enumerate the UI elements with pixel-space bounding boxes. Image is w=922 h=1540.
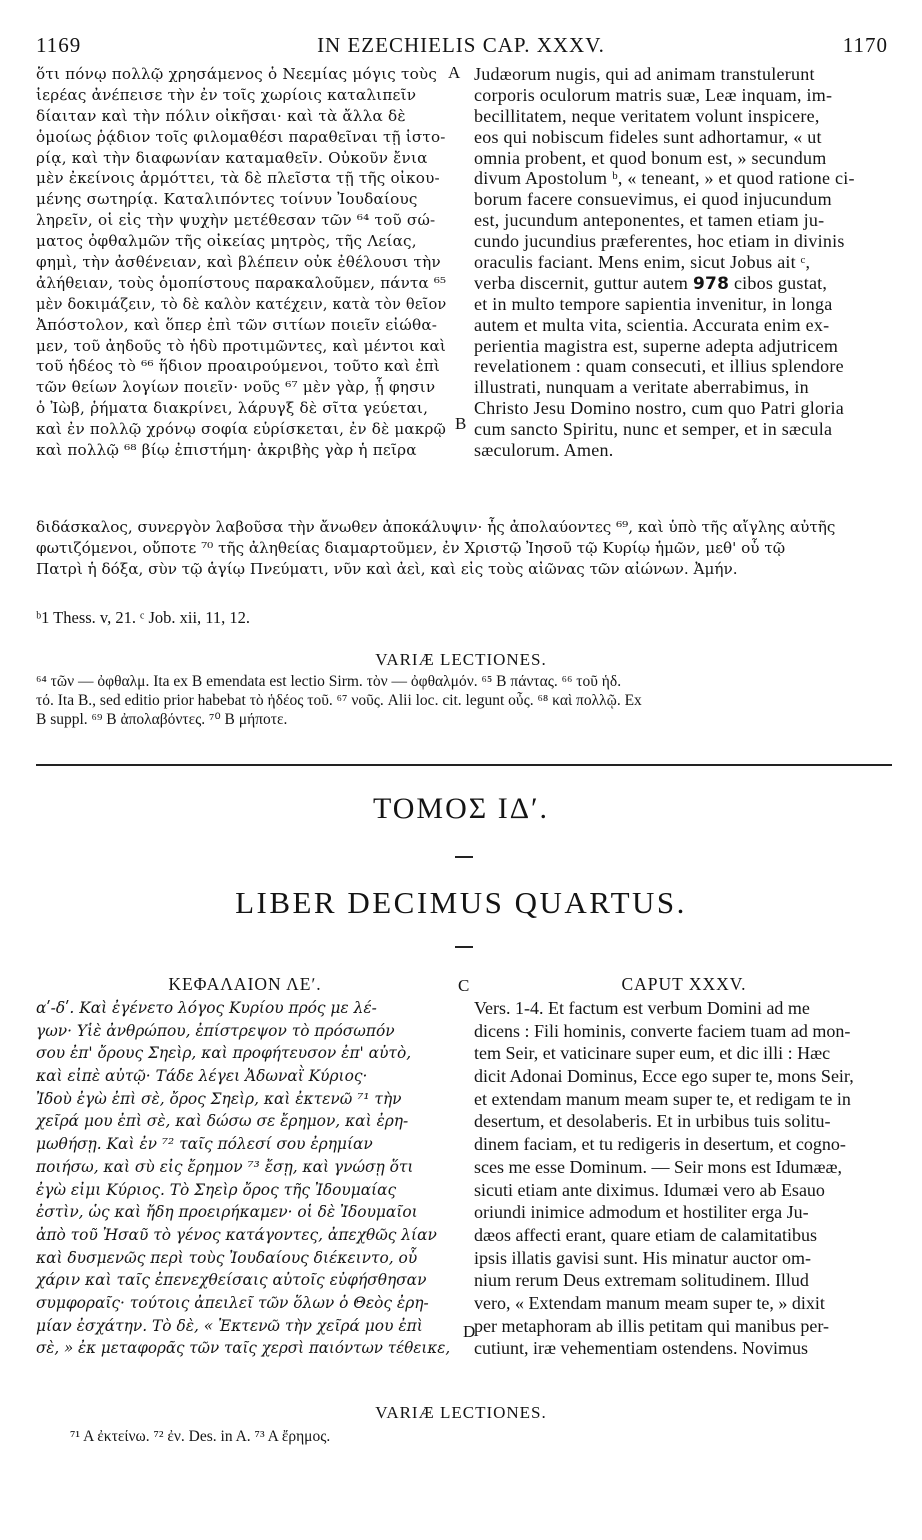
latin-text-line: dæos affecti erant, quare etiam de calamitatibus	[474, 1224, 818, 1245]
greek-text-line: γων· Υἱὲ ἀνθρώπου, ἐπίστρεψον τὸ πρόσωπόν	[36, 1021, 395, 1040]
greek-text-line: ὅτι πόνῳ πολλῷ χρησάμενος ὁ Νεεμίας μόγις τοὺς	[36, 65, 438, 83]
greek-text-line: μεν, τοῦ ἀηδοῦς τὸ ἡδὺ προτιμῶντες, καὶ μέντοι καὶ	[36, 336, 446, 355]
variant-reading-line: B suppl. ⁶⁹ B ἀπολαβόντες. ⁷⁰ B μήποτε.	[36, 711, 288, 728]
page-number-left: 1169	[36, 33, 82, 57]
greek-text-line: τῶν θείων λογίων ποιεῖν· νοῦς ⁶⁷ μὲν γὰρ, ᾗ φησιν	[36, 378, 436, 397]
greek-text-line: ἐγὼ εἰμι Κύριος. Τὸ Σηεὶρ ὄρος τῆς Ἰδουμαίας	[36, 1180, 397, 1199]
latin-text-line: divum Apostolum ᵇ, « teneant, » et quod ratione ci-	[474, 168, 855, 189]
variae-lectiones-list	[36, 672, 642, 729]
greek-text-line: καὶ πολλῷ ⁶⁸ βίῳ ἐπιστήμη· ἀκριβὴς γὰρ ἡ πεῖρα	[36, 441, 417, 460]
greek-text-line: ἐστὶν, ὡς καὶ ἤδη προειρήκαμεν· οἱ δὲ Ἰδουμαῖοι	[36, 1203, 418, 1222]
latin-text-line: est, jucundum anteponentes, et tamen etiam ju-	[474, 210, 825, 231]
latin-text-line: autem et multa vita, scientia. Accurata enim ex-	[474, 314, 830, 335]
variae-lectiones-line-2: ⁷¹ A ἐκτείνω. ⁷² ἐν. Des. in A. ⁷³ A ἔρημος.	[70, 1428, 331, 1445]
latin-text-line: sæculorum. Amen.	[474, 440, 614, 461]
margin-marker-b: B	[455, 414, 467, 433]
margin-marker-a: A	[448, 63, 461, 82]
latin-text-line: cundo jucundius præferentes, hoc etiam in divinis	[474, 231, 845, 252]
column-number: 978	[692, 273, 730, 294]
greek-text-line: μὲν ἐκείνοις ἁρμόττει, τὰ δὲ πλεῖστα τῇ τῆς οἰκου-	[36, 169, 440, 188]
greek-text-line: ὁμοίως ῥᾴδιον τοῖς φιλομαθέσι παραθεῖναι τῇ ἱστο-	[36, 127, 446, 146]
greek-text-line: Ἰδοὺ ἐγὼ ἐπὶ σὲ, ὄρος Σηεὶρ, καὶ ἐκτενῶ ⁷¹ τὴν	[36, 1089, 402, 1108]
latin-text-line: vero, « Extendam manum meam super te, » dixit	[474, 1292, 825, 1313]
latin-text-line	[474, 273, 894, 294]
latin-text-line: corporis oculorum matris suæ, Leæ inquam, im-	[474, 84, 833, 105]
title-dash	[455, 856, 473, 858]
latin-text-line: omnia probent, et quod bonum est, » secundum	[474, 147, 827, 168]
latin-book-title: LIBER DECIMUS QUARTUS.	[235, 885, 687, 920]
greek-text-line: φωτιζόμενοι, οὔποτε ⁷⁰ τῆς ἀληθείας διαμαρτοῦμεν, ἐν Χριστῷ Ἰησοῦ τῷ Κυρίῳ ἡμῶν, μεθ' οὗ τῷ	[36, 538, 786, 557]
latin-text-fragment: cibos gustat,	[729, 272, 828, 293]
greek-text-line: μωθήσῃ. Καὶ ἐν ⁷² ταῖς πόλεσί σου ἐρημίαν	[36, 1135, 373, 1154]
latin-text-line: dicit Adonai Dominus, Ecce ego super te, mons Seir,	[474, 1066, 854, 1087]
latin-text-line: et extendam manum meam super te, et redigam te in	[474, 1088, 851, 1109]
latin-text-line: per metaphoram ab illis petitam qui manibus per-	[474, 1315, 830, 1336]
greek-text-line: καὶ ἐν πολλῷ χρόνῳ σοφία εὑρίσκεται, ἐν δὲ μακρῷ	[36, 420, 447, 439]
greek-text-line: ἀπὸ τοῦ Ἠσαῦ τὸ γένος κατάγοντες, ἀπεχθῶς λίαν	[36, 1225, 437, 1244]
scripture-footnotes: ᵇ1 Thess. v, 21. ᶜ Job. xii, 11, 12.	[36, 608, 251, 627]
latin-text-line: desertum, et desolaberis. Et in urbibus tuis solitu-	[474, 1111, 831, 1132]
margin-marker-d: D	[463, 1322, 476, 1341]
latin-text-line: perientia magistra est, superne adepta adjutricem	[474, 335, 839, 356]
latin-text-line: Vers. 1-4. Et factum est verbum Domini ad me	[474, 998, 810, 1018]
variae-lectiones-title-2: VARIÆ LECTIONES.	[375, 1403, 547, 1422]
greek-text-line: χάριν καὶ ταῖς ἐπενεχθείσαις αὐτοῖς εὐφήσθησαν	[36, 1271, 427, 1290]
latin-text-line: et in multo tempore sapientia invenitur, in longa	[474, 293, 833, 314]
latin-text-line: ipsis illatis gavisi sunt. His minatur auctor om-	[474, 1247, 811, 1268]
latin-text-line: cutiunt, iræ vehementiam ostendens. Novimus	[474, 1338, 808, 1359]
latin-text-line: nium rerum Deus extremam solitudinem. Illud	[474, 1270, 809, 1291]
greek-column-chapter	[36, 997, 454, 1360]
greek-text-line: τοῦ ἡδέος τὸ ⁶⁶ ἥδιον προαιρούμενοι, τοῦτο καὶ ἐπὶ	[36, 357, 441, 376]
greek-text-line: μένης σωτηρίᾳ. Καταλιπόντες τοίνυν Ἰουδαίους	[36, 190, 418, 209]
latin-text-line: sicuti etiam ante diximus. Idumæi vero ab Esauo	[474, 1179, 825, 1200]
greek-text-line: ἀλήθειαν, τοὺς ὁμοπίστους παρακαλοῦμεν, πάντα ⁶⁵	[36, 273, 447, 292]
latin-text-line: cum sancto Spiritu, nunc et semper, et in sæcula	[474, 419, 833, 440]
greek-text-line: σὲ, » ἐκ μεταφορᾶς τῶν ταῖς χερσὶ παιόντων τέθεικε,	[36, 1339, 451, 1358]
greek-chapter-heading: ΚΕΦΑΛΑΙΟΝ ΛΕʹ.	[168, 974, 322, 994]
greek-text-line: χεῖρά μου ἐπὶ σὲ, καὶ δώσω σε ἔρημον, καὶ ἐρη-	[36, 1112, 409, 1131]
title-dash	[455, 946, 473, 948]
variant-reading-line: ⁶⁴ τῶν — ὀφθαλμ. Ita ex B emendata est lectio Sirm. τὸν — ὀφθαλμόν. ⁶⁵ B πάντας. ⁶⁶ τοῦ ἡδ.	[36, 673, 622, 690]
greek-text-line: μίαν ἐσχάτην. Τὸ δὲ, « Ἐκτενῶ τὴν χεῖρά μου ἐπὶ	[36, 1316, 423, 1335]
greek-text-line: ὁ Ἰὼβ, ῥήματα διακρίνει, λάρυγξ δὲ σῖτα γεύεται,	[36, 399, 429, 418]
greek-text-line: φημὶ, τὴν ἀσθένειαν, καὶ βλέπειν οὐκ ἐθέλουσι τὴν	[36, 253, 441, 272]
page-number-right: 1170	[842, 33, 888, 57]
greek-text-line: διδάσκαλος, συνεργὸν λαβοῦσα τὴν ἄνωθεν ἀποκάλυψιν· ἧς ἀπολαύοντες ⁶⁹, καὶ ὑπὸ τῆς αἴγλης αὐτῆς	[36, 518, 836, 536]
latin-text-line: Judæorum nugis, qui ad animam transtulerunt	[474, 64, 815, 84]
latin-text-line: becillitatem, neque veritatem volunt inspicere,	[474, 105, 820, 126]
latin-text-line: dinem faciam, et tu redigeris in desertum, et cogno-	[474, 1134, 846, 1155]
latin-text-line: Christo Jesu Domino nostro, cum quo Patri gloria	[474, 398, 844, 419]
greek-text-line: καὶ δυσμενῶς περὶ τοὺς Ἰουδαίους διέκειντο, οὗ	[36, 1248, 418, 1267]
latin-text-line: oriundi inimice admodum et hostiliter erga Ju-	[474, 1202, 809, 1223]
greek-text-line: ποιήσω, καὶ σὺ εἰς ἔρημον ⁷³ ἔσῃ, καὶ γνώσῃ ὅτι	[36, 1157, 414, 1176]
latin-text-line: sces me esse Dominum. — Seir mons est Idumææ,	[474, 1156, 842, 1177]
variae-lectiones-title: VARIÆ LECTIONES.	[375, 650, 547, 669]
running-title: IN EZECHIELIS CAP. XXXV.	[317, 33, 605, 57]
latin-chapter-heading: CAPUT XXXV.	[621, 974, 747, 994]
latin-text-line: illustrati, nunquam a veritate aberrabimus, in	[474, 377, 809, 398]
greek-text-line: καὶ εἰπὲ αὐτῷ· Τάδε λέγει Ἀδωναῒ Κύριος·	[36, 1067, 368, 1086]
latin-column-top	[474, 64, 894, 461]
greek-text-line: Πατρὶ ἡ δόξα, σὺν τῷ ἁγίῳ Πνεύματι, νῦν καὶ ἀεὶ, καὶ εἰς τοὺς αἰῶνας τῶν αἰώνων. Ἀμήν.	[36, 559, 738, 578]
greek-text-line: αʹ-δʹ. Καὶ ἐγένετο λόγος Κυρίου πρός με λέ-	[36, 999, 377, 1017]
greek-column-top	[36, 64, 454, 461]
greek-text-line: δίαιταν καὶ τὴν πόλιν οἰκῆσαι· καὶ τὰ ἄλλα δὲ	[36, 106, 406, 125]
latin-text-line: dicens : Fili hominis, converte faciem tuam ad mon-	[474, 1020, 851, 1041]
greek-book-title: ΤΟΜΟΣ ΙΔʹ.	[372, 792, 550, 825]
margin-marker-c: C	[458, 976, 470, 995]
greek-text-line: ἱερέας ἀνέπεισε τὴν ἐν τοῖς χωρίοις καταλιπεῖν	[36, 85, 417, 104]
latin-text-line: oraculis faciant. Mens enim, sicut Jobus ait ᶜ,	[474, 252, 811, 273]
latin-text-fragment: verba discernit, guttur autem	[474, 272, 693, 293]
greek-text-line: μὲν δοκιμάζειν, τὸ δὲ καλὸν κατέχειν, κατὰ τὸν θεῖον	[36, 294, 447, 313]
latin-text-line: revelationem : quam consecuti, et illius splendore	[474, 356, 844, 377]
greek-text-line: ρίᾳ, καὶ τὴν διαφωνίαν καταμαθεῖν. Οὐκοῦν ἔνια	[36, 148, 428, 167]
greek-text-line: σου ἐπ' ὄρους Σηεὶρ, καὶ προφήτευσον ἐπ' αὐτὸ,	[36, 1044, 412, 1063]
latin-column-chapter	[474, 997, 894, 1360]
greek-text-line: ματος ὀφθαλμῶν τῆς οἰκείας μητρὸς, τῆς Λείας,	[36, 232, 417, 251]
variant-reading-line: τό. Ita B., sed editio prior habebat τὸ ἡδέος τοῦ. ⁶⁷ νοῦς. Alii loc. cit. legunt οὖς. ⁶⁸ καὶ πολλῷ. Ex	[36, 692, 642, 709]
latin-text-line: tem Seir, et vaticinare super eum, et dic illi : Hæc	[474, 1043, 831, 1064]
section-divider	[36, 764, 892, 766]
greek-text-line: Ἀπόστολον, καὶ ὅπερ ἐπὶ τῶν σιτίων ποιεῖν εἰώθα-	[36, 315, 438, 334]
greek-text-line: συμφοραῖς· τούτοις ἀπειλεῖ τῶν ὅλων ὁ Θεὸς ἐρη-	[36, 1293, 429, 1312]
latin-text-line: borum facere consuevimus, ei quod injucundum	[474, 189, 832, 210]
greek-text-line: ληρεῖν, οἱ εἰς τὴν ψυχὴν μετέθεσαν τῶν ⁶⁴ τοῦ σώ-	[36, 211, 436, 230]
latin-text-line: eos qui nobiscum fideles sunt adhortamur, « ut	[474, 126, 822, 147]
greek-closing-lines	[36, 517, 835, 580]
